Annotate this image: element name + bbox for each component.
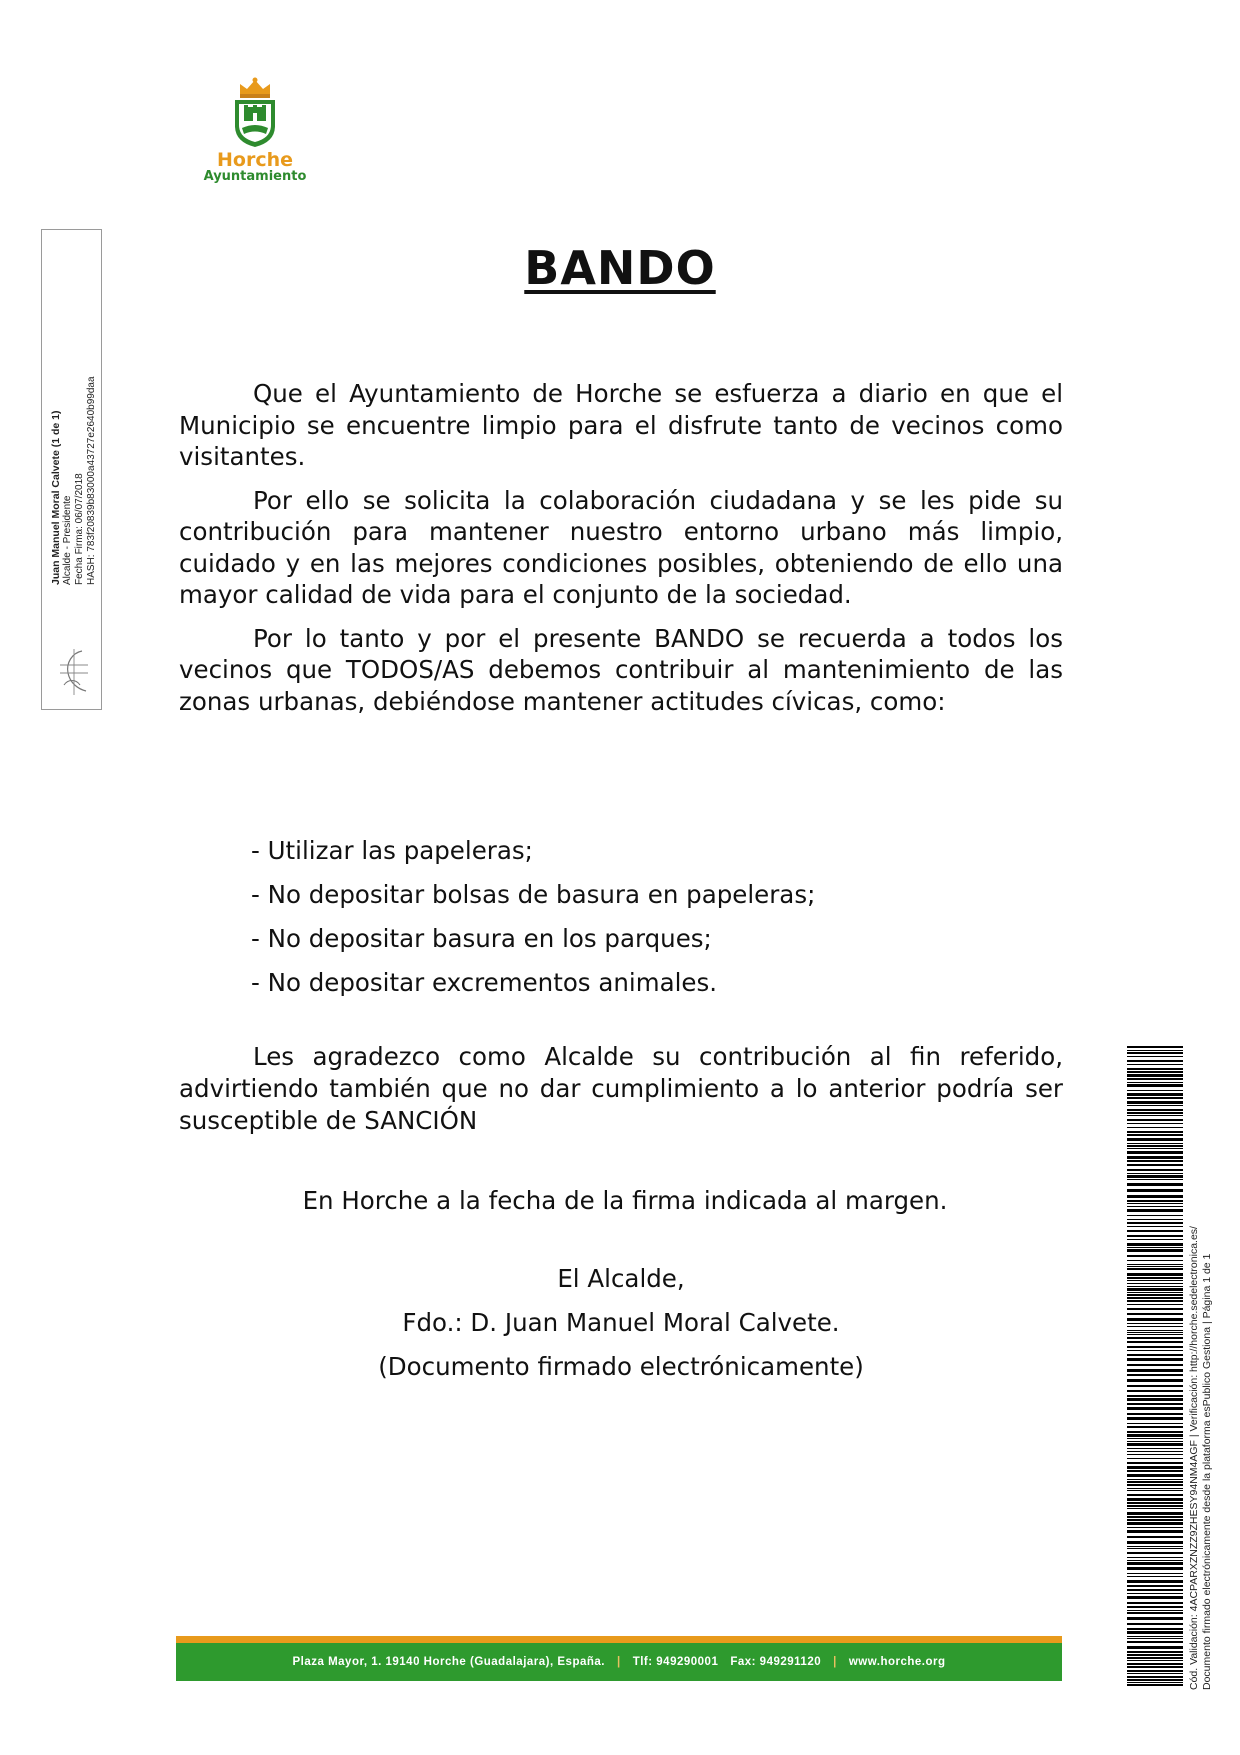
- barcode-bar: [1127, 1127, 1183, 1128]
- barcode-bar: [1127, 1364, 1183, 1366]
- barcode-bar: [1127, 1385, 1183, 1387]
- signer-name: Juan Manuel Moral Calvete (1 de 1): [50, 410, 62, 585]
- barcode-bar: [1127, 1374, 1183, 1376]
- barcode-bar: [1127, 1308, 1183, 1310]
- barcode-bar: [1127, 1145, 1183, 1147]
- barcode-bar: [1127, 1264, 1183, 1265]
- barcode-bar: [1127, 1206, 1183, 1207]
- footer-web-link[interactable]: www.horche.org: [848, 1656, 946, 1668]
- barcode-bar: [1127, 1663, 1183, 1665]
- barcode-bar: [1127, 1673, 1183, 1674]
- barcode-bar: [1127, 1441, 1183, 1442]
- barcode-bar: [1127, 1105, 1183, 1106]
- barcode-bar: [1127, 1641, 1183, 1643]
- barcode-bar: [1127, 1596, 1183, 1599]
- barcode-bar: [1127, 1474, 1183, 1477]
- signature-note: (Documento firmado electrónicamente): [378, 1352, 864, 1381]
- barcode-bar: [1127, 1470, 1183, 1472]
- barcode-bar: [1127, 1123, 1183, 1124]
- barcode-bar: [1127, 1638, 1183, 1639]
- barcode-bar: [1127, 1417, 1183, 1420]
- barcode-bar: [1127, 1156, 1183, 1159]
- barcode-bar: [1127, 1576, 1183, 1577]
- barcode-bar: [1127, 1175, 1183, 1178]
- barcode-bar: [1127, 1462, 1183, 1464]
- barcode-bar: [1127, 1527, 1183, 1528]
- barcode-bar: [1127, 1093, 1183, 1096]
- barcode-bar: [1127, 1332, 1183, 1333]
- barcode-bar: [1127, 1484, 1183, 1486]
- barcode-bar: [1127, 1286, 1183, 1287]
- logo-name: Horche: [217, 149, 293, 171]
- barcode-bar: [1127, 1334, 1183, 1335]
- barcode-bar: [1127, 1134, 1183, 1136]
- barcode-bar: [1127, 1313, 1183, 1315]
- barcode-bar: [1127, 1612, 1183, 1614]
- barcode-bar: [1127, 1573, 1183, 1574]
- barcode-bar: [1127, 1562, 1183, 1565]
- barcode-bar: [1127, 1288, 1183, 1291]
- barcode-bar: [1127, 1277, 1183, 1279]
- barcode-bar: [1127, 1682, 1183, 1683]
- barcode-bar: [1127, 1369, 1183, 1372]
- barcode-bar: [1127, 1498, 1183, 1501]
- barcode-bar: [1127, 1097, 1183, 1099]
- barcode-bar: [1127, 1283, 1183, 1284]
- barcode-bar: [1127, 1203, 1183, 1204]
- barcode-bar: [1127, 1337, 1183, 1339]
- barcode-bar: [1127, 1580, 1183, 1583]
- barcode-bar: [1127, 1567, 1183, 1570]
- barcode-bar: [1127, 1519, 1183, 1521]
- barcode-bar: [1127, 1323, 1183, 1324]
- paragraph: Por ello se solicita la colaboración ciudadana y se les pide su contribución para mantener nuestro entorno urbano más limpio, cuidado y en las mejores condiciones posibles, obteniendo de ello una mayor calidad de vida para el conjunto de la sociedad.: [179, 485, 1063, 609]
- barcode-bar: [1127, 1195, 1183, 1198]
- barcode-bar: [1127, 1297, 1183, 1299]
- barcode-bar: [1127, 1585, 1183, 1587]
- barcode-bar: [1127, 1046, 1183, 1048]
- signer-role: Alcalde - Presidente: [62, 495, 73, 585]
- barcode-bar: [1127, 1350, 1183, 1351]
- validation-code: Cód. Validación: 4ACPARXZNZZ9ZHESY94NM4AGF | Verificación: http://horche.sedelectronica.es/: [1188, 1226, 1200, 1690]
- barcode-bar: [1127, 1266, 1183, 1267]
- barcode-bar: [1127, 1560, 1183, 1561]
- barcode-bar: [1127, 1502, 1183, 1504]
- barcode-bar: [1127, 1109, 1183, 1111]
- barcode-bar: [1127, 1346, 1183, 1348]
- barcode-bar: [1127, 1358, 1183, 1361]
- barcode-bar: [1127, 1508, 1183, 1509]
- barcode-bar: [1127, 1304, 1183, 1305]
- barcode-bar: [1127, 1243, 1183, 1246]
- barcode-bar: [1127, 1546, 1183, 1547]
- footer-address: Plaza Mayor, 1. 19140 Horche (Guadalajara), España.: [292, 1656, 605, 1668]
- barcode-bar: [1127, 1454, 1183, 1455]
- barcode-bar: [1127, 1255, 1183, 1257]
- signature-name: Fdo.: D. Juan Manuel Moral Calvete.: [402, 1308, 840, 1337]
- signature-hash: HASH: 783f20839b83000a43727e2640b99daa: [86, 376, 97, 585]
- barcode-bar: [1127, 1458, 1183, 1459]
- barcode-bar: [1127, 1230, 1183, 1232]
- barcode-bar: [1127, 1090, 1183, 1091]
- barcode-bar: [1127, 1431, 1183, 1433]
- barcode-bar: [1127, 1179, 1183, 1180]
- barcode-bar: [1127, 1200, 1183, 1202]
- barcode-bar: [1127, 1403, 1183, 1405]
- barcode-bar: [1127, 1666, 1183, 1668]
- barcode-bar: [1127, 1536, 1183, 1538]
- barcode-bar: [1127, 1423, 1183, 1424]
- barcode-bar: [1127, 1209, 1183, 1212]
- footer-bar: [176, 1643, 1062, 1681]
- validation-barcode: [1127, 1046, 1183, 1690]
- list-item: - No depositar excrementos animales.: [251, 968, 718, 997]
- barcode-bar: [1127, 1651, 1183, 1653]
- barcode-bar: [1127, 1390, 1183, 1392]
- barcode-bar: [1127, 1438, 1183, 1439]
- barcode-bar: [1127, 1235, 1183, 1237]
- barcode-bar: [1127, 1219, 1183, 1220]
- barcode-bar: [1127, 1215, 1183, 1216]
- barcode-bar: [1127, 1060, 1183, 1062]
- signature-title: El Alcalde,: [557, 1264, 685, 1293]
- barcode-bar: [1127, 1684, 1183, 1686]
- barcode-bar: [1127, 1395, 1183, 1397]
- closing-paragraph: Les agradezco como Alcalde su contribución al fin referido, advirtiendo también que no dar cumplimiento a lo anterior podría ser susceptible de SANCIÓN: [179, 1042, 1063, 1135]
- barcode-bar: [1127, 1522, 1183, 1525]
- barcode-bar: [1127, 1112, 1183, 1114]
- barcode-bar: [1127, 1074, 1183, 1077]
- footer-phone: Tlf: 949290001: [632, 1656, 719, 1668]
- barcode-bar: [1127, 1628, 1183, 1630]
- signature-stamp: [41, 229, 102, 710]
- barcode-bar: [1127, 1512, 1183, 1515]
- barcode-bar: [1127, 1064, 1183, 1065]
- barcode-bar: [1127, 1488, 1183, 1489]
- barcode-bar: [1127, 1318, 1183, 1321]
- barcode-bar: [1127, 1631, 1183, 1634]
- footer-fax: Fax: 949291120: [730, 1656, 822, 1668]
- barcode-bar: [1127, 1239, 1183, 1240]
- barcode-bar: [1127, 1494, 1183, 1496]
- barcode-bar: [1127, 1341, 1183, 1343]
- barcode-bar: [1127, 1071, 1183, 1073]
- barcode-bar: [1127, 1292, 1183, 1293]
- barcode-bar: [1127, 1589, 1183, 1591]
- barcode-bar: [1127, 1602, 1183, 1604]
- barcode-bar: [1127, 1056, 1183, 1057]
- barcode-bar: [1127, 1078, 1183, 1080]
- barcode-bar: [1127, 1151, 1183, 1154]
- barcode-bar: [1127, 1173, 1183, 1174]
- list-item: - Utilizar las papeleras;: [251, 836, 533, 865]
- barcode-bar: [1127, 1101, 1183, 1104]
- footer-separator: |: [833, 1656, 837, 1668]
- barcode-bar: [1127, 1548, 1183, 1549]
- barcode-bar: [1127, 1280, 1183, 1281]
- barcode-bar: [1127, 1379, 1183, 1382]
- barcode-bar: [1127, 1434, 1183, 1437]
- barcode-bar: [1127, 1479, 1183, 1480]
- barcode-bar: [1127, 1330, 1183, 1331]
- barcode-bar: [1127, 1300, 1183, 1302]
- barcode-bar: [1127, 1426, 1183, 1428]
- barcode-bar: [1127, 1164, 1183, 1166]
- barcode-bar: [1127, 1068, 1183, 1070]
- barcode-bar: [1127, 1189, 1183, 1192]
- barcode-bar: [1127, 1119, 1183, 1121]
- barcode-bar: [1127, 1516, 1183, 1518]
- barcode-bar: [1127, 1646, 1183, 1649]
- barcode-bar: [1127, 1610, 1183, 1611]
- footer-accent-bar: [176, 1636, 1062, 1643]
- barcode-bar: [1127, 1131, 1183, 1133]
- barcode-bar: [1127, 1183, 1183, 1186]
- barcode-bar: [1127, 1247, 1183, 1248]
- barcode-bar: [1127, 1326, 1183, 1327]
- barcode-bar: [1127, 1466, 1183, 1469]
- barcode-bar: [1127, 1541, 1183, 1544]
- barcode-bar: [1127, 1530, 1183, 1533]
- barcode-bar: [1127, 1606, 1183, 1608]
- barcode-bar: [1127, 1294, 1183, 1296]
- barcode-bar: [1127, 1676, 1183, 1678]
- barcode-bar: [1127, 1226, 1183, 1227]
- barcode-bar: [1127, 1505, 1183, 1507]
- barcode-bar: [1127, 1160, 1183, 1162]
- signature-date: Fecha Firma: 06/07/2018: [74, 473, 85, 585]
- barcode-bar: [1127, 1670, 1183, 1672]
- barcode-bar: [1127, 1082, 1183, 1083]
- coat-of-arms-icon: [232, 76, 278, 148]
- list-item: - No depositar basura en los parques;: [251, 924, 712, 953]
- paragraph: Por lo tanto y por el presente BANDO se recuerda a todos los vecinos que TODOS/AS debemos contribuir al mantenimiento de las zonas urbanas, debiéndose mantener actitudes cívicas, como:: [179, 623, 1063, 716]
- barcode-bar: [1127, 1481, 1183, 1483]
- logo-subtitle: Ayuntamiento: [203, 169, 307, 184]
- barcode-bar: [1127, 1268, 1183, 1270]
- barcode-bar: [1127, 1249, 1183, 1252]
- barcode-bar: [1127, 1052, 1183, 1054]
- barcode-bar: [1127, 1557, 1183, 1558]
- barcode-bar: [1127, 1115, 1183, 1116]
- barcode-bar: [1127, 1050, 1183, 1051]
- page-title: BANDO: [524, 241, 716, 295]
- barcode-bar: [1127, 1222, 1183, 1224]
- barcode-bar: [1127, 1138, 1183, 1141]
- signature-stamp-text: [50, 325, 106, 585]
- barcode-bar: [1127, 1593, 1183, 1594]
- body-text: [179, 378, 1063, 729]
- barcode-bar: [1127, 1660, 1183, 1661]
- municipal-logo: [190, 76, 320, 184]
- barcode-bar: [1127, 1623, 1183, 1625]
- barcode-bar: [1127, 1143, 1183, 1144]
- barcode-bar: [1127, 1148, 1183, 1149]
- validation-text: [1188, 1050, 1218, 1690]
- barcode-bar: [1127, 1654, 1183, 1656]
- civic-actions-list: [251, 829, 815, 1005]
- barcode-bar: [1127, 1443, 1183, 1446]
- barcode-bar: [1127, 1636, 1183, 1637]
- barcode-bar: [1127, 1260, 1183, 1261]
- barcode-bar: [1127, 1084, 1183, 1087]
- barcode-bar: [1127, 1398, 1183, 1401]
- place-date: En Horche a la fecha de la firma indicada al margen.: [302, 1186, 948, 1215]
- barcode-bar: [1127, 1617, 1183, 1620]
- barcode-bar: [1127, 1552, 1183, 1554]
- barcode-bar: [1127, 1679, 1183, 1681]
- barcode-bar: [1127, 1169, 1183, 1171]
- barcode-bar: [1127, 1413, 1183, 1415]
- list-item: - No depositar bolsas de basura en papeleras;: [251, 880, 816, 909]
- validation-platform: Documento firmado electrónicamente desde la plataforma esPublico Gestiona | Página 1 de 1: [1201, 1253, 1213, 1690]
- handwritten-signature-icon: [52, 645, 94, 700]
- barcode-bar: [1127, 1490, 1183, 1491]
- barcode-bar: [1127, 1273, 1183, 1276]
- barcode-bar: [1127, 1354, 1183, 1356]
- paragraph: Que el Ayuntamiento de Horche se esfuerza a diario en que el Municipio se encuentre limpio para el disfrute tanto de vecinos como visitantes.: [179, 379, 1063, 471]
- barcode-bar: [1127, 1448, 1183, 1449]
- barcode-bar: [1127, 1451, 1183, 1452]
- barcode-bar: [1127, 1657, 1183, 1659]
- footer-separator: |: [616, 1656, 621, 1668]
- barcode-bar: [1127, 1407, 1183, 1410]
